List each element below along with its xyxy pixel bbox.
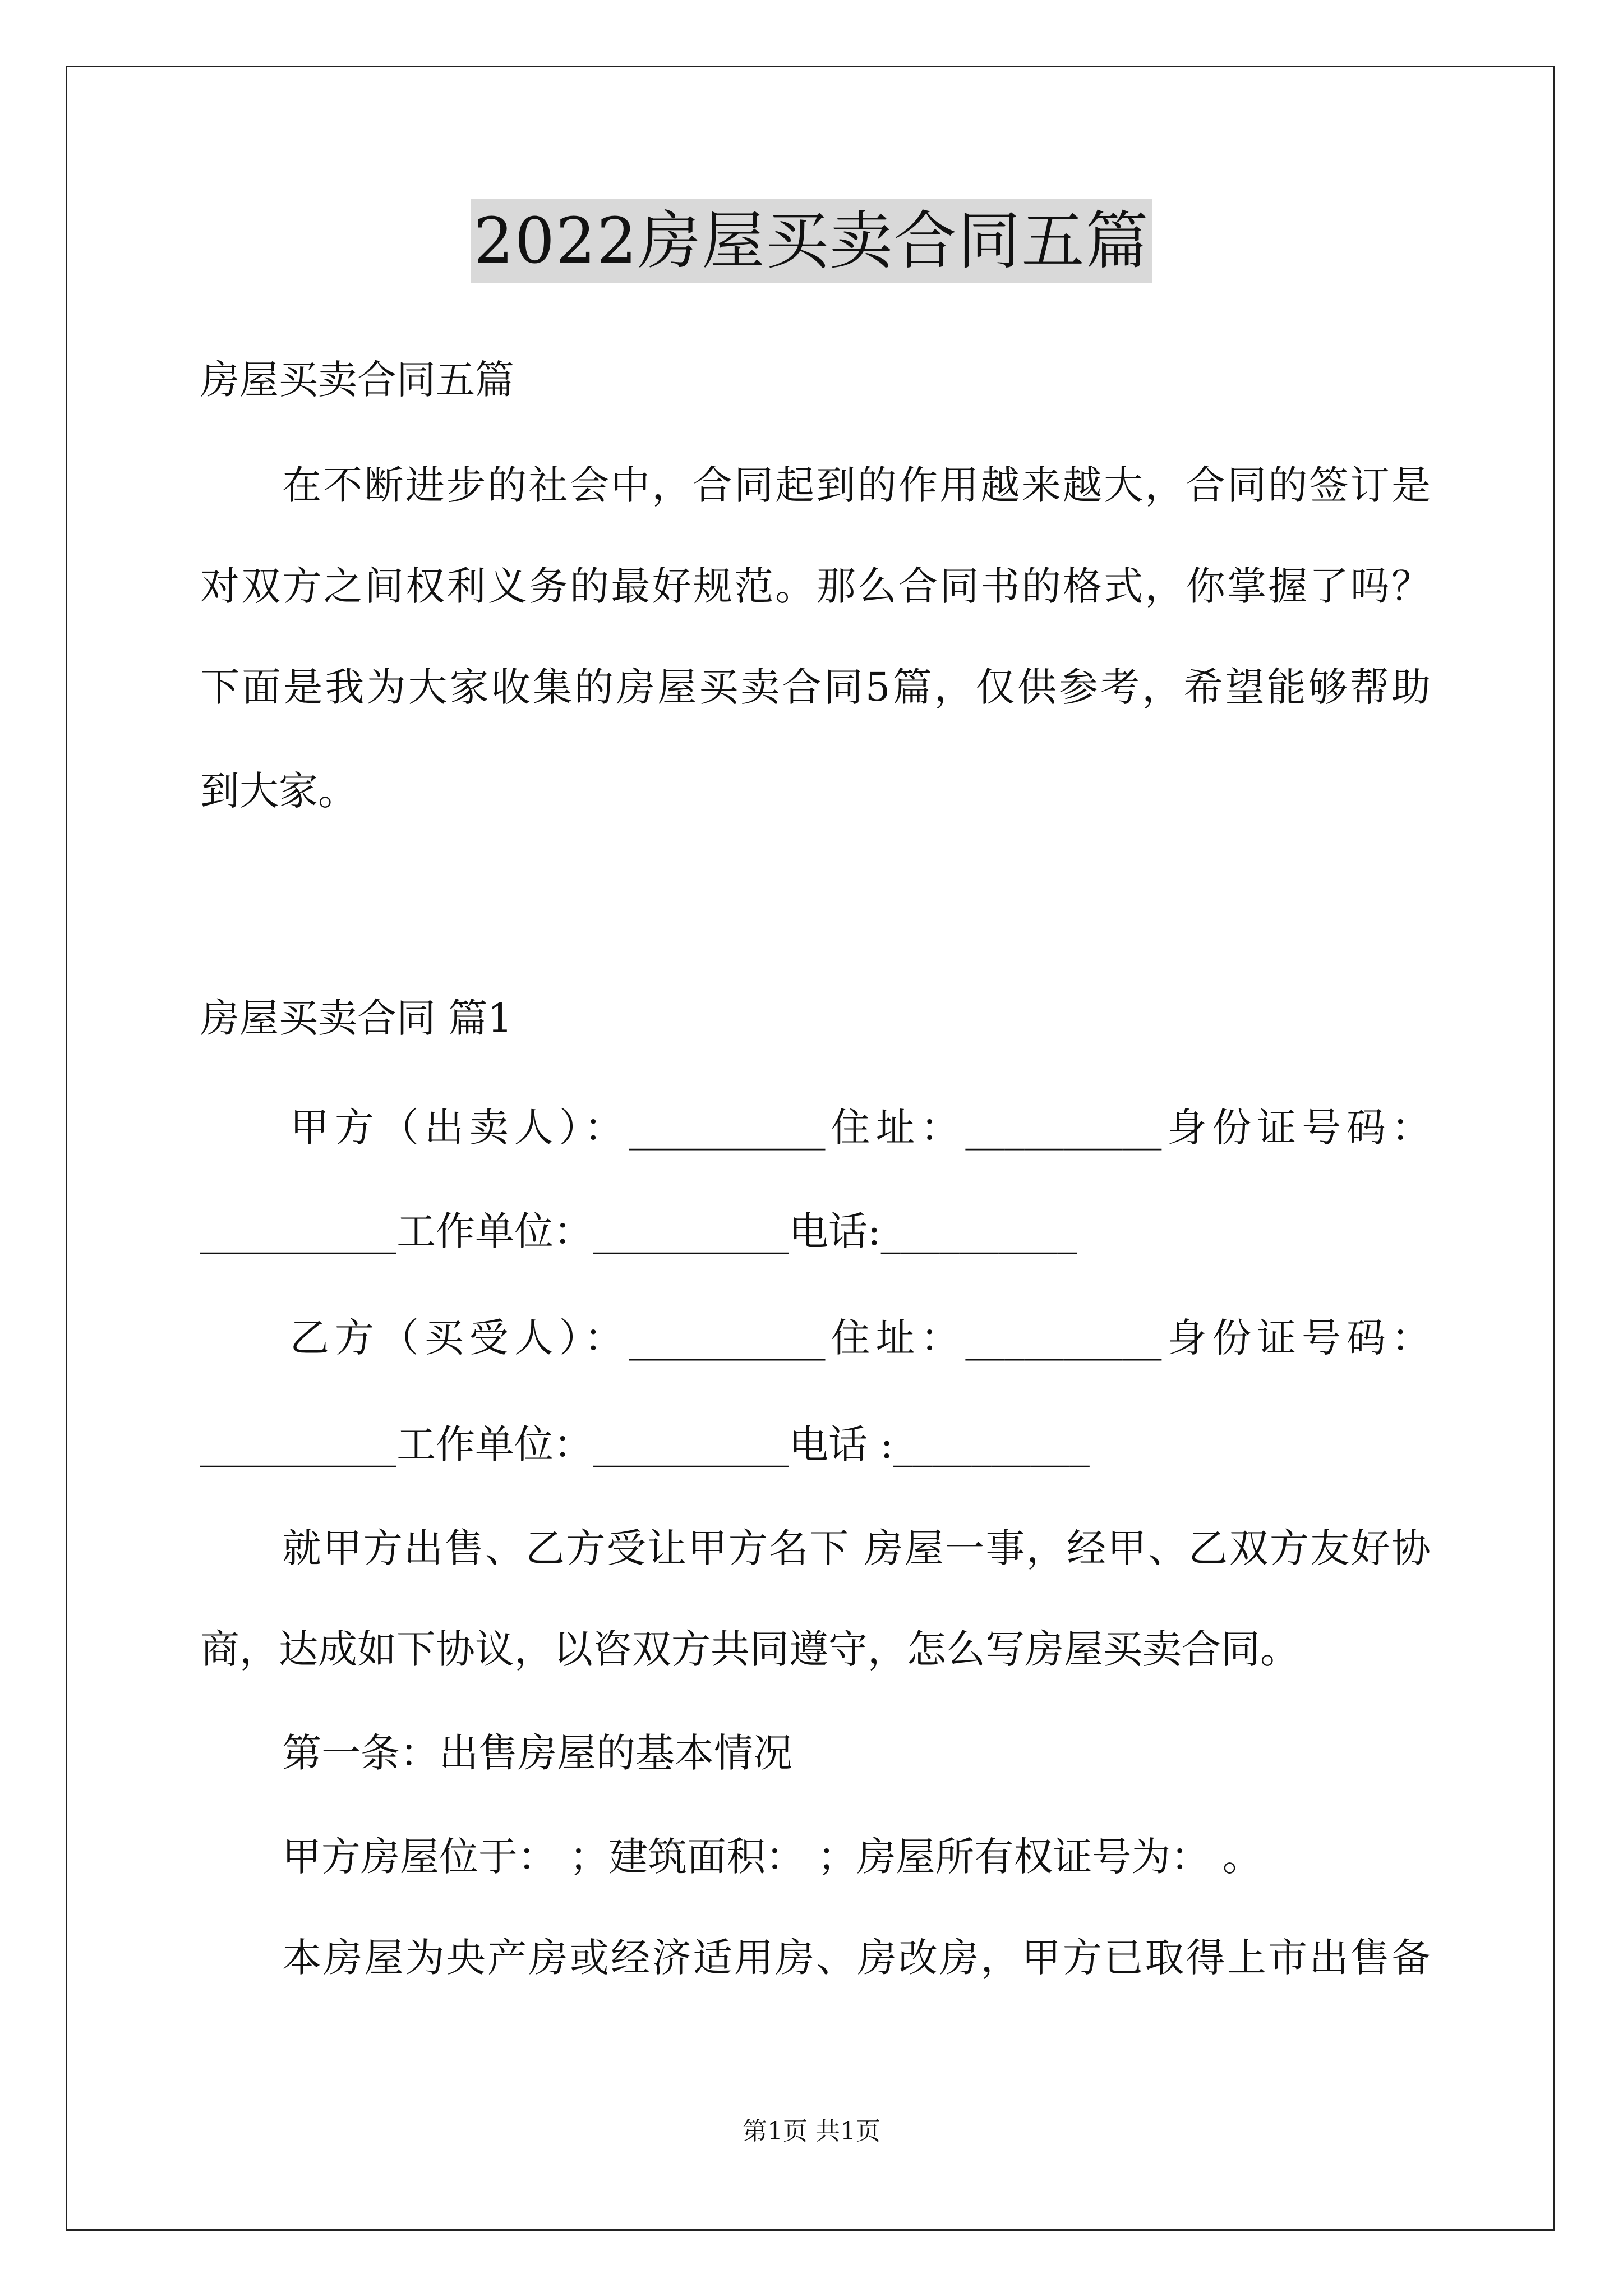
agreement-line-2: 商，达成如下协议，以咨双方共同遵守，怎么写房屋买卖合同。 (200, 1626, 1299, 1672)
party-b-line-1: 乙方（买受人）：__________住址：__________身份证号码： (290, 1315, 1431, 1361)
subtitle-line: 房屋买卖合同五篇 (200, 357, 514, 403)
intro-line-1: 在不断进步的社会中，合同起到的作用越来越大，合同的签订是 (282, 462, 1431, 508)
intro-line-3: 下面是我为大家收集的房屋买卖合同5篇，仅供参考，希望能够帮助 (200, 664, 1431, 710)
property-location-line: 甲方房屋位于： ；建筑面积： ；房屋所有权证号为： 。 (282, 1834, 1262, 1880)
party-a-line-2: __________工作单位：__________电话:__________ (200, 1208, 1077, 1254)
party-b-line-2: __________工作单位：__________电话 :__________ (200, 1421, 1090, 1467)
page-footer: 第1页 共1页 (743, 2117, 880, 2146)
document-title: 2022房屋买卖合同五篇 (471, 199, 1151, 283)
agreement-line-1: 就甲方出售、乙方受让甲方名下 房屋一事，经甲、乙双方友好协 (282, 1525, 1431, 1571)
title-wrap (0, 199, 1623, 283)
party-a-line-1: 甲方（出卖人）：__________住址：__________身份证号码： (290, 1105, 1431, 1151)
intro-line-2: 对双方之间权利义务的最好规范。那么合同书的格式，你掌握了吗？ (200, 563, 1431, 609)
intro-line-4: 到大家。 (200, 768, 357, 814)
property-type-line: 本房屋为央产房或经济适用房、房改房，甲方已取得上市出售备 (282, 1935, 1431, 1981)
article-one-heading: 第一条：出售房屋的基本情况 (282, 1730, 792, 1776)
section-heading-1: 房屋买卖合同 篇1 (200, 995, 513, 1041)
